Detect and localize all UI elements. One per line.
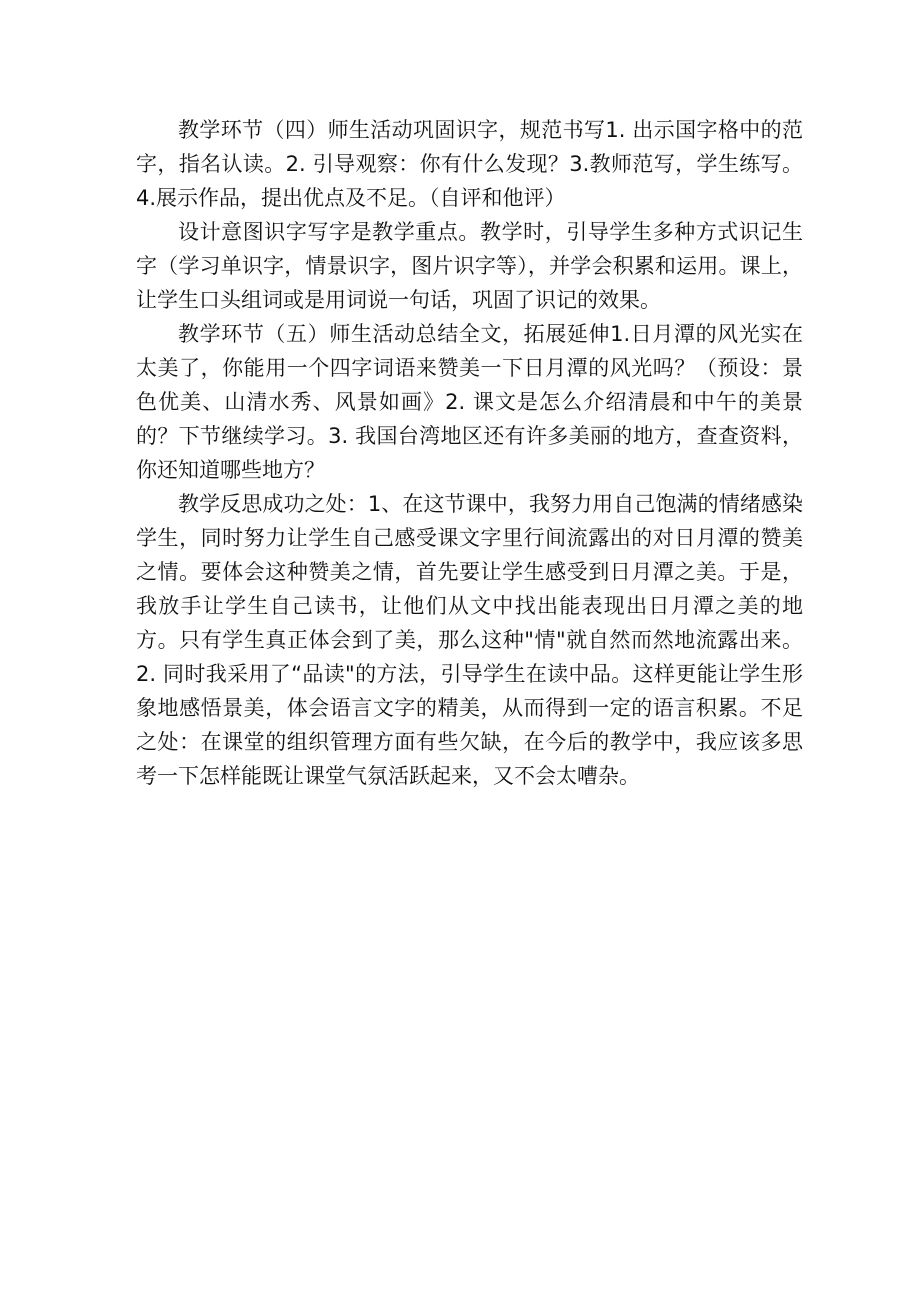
paragraph-design-intent: 设计意图识字写字是教学重点。教学时，引导学生多种方式识记生字（学习单识字，情景识字，图片识字等），并学会积累和运用。课上，让学生口头组词或是用词说一句话，巩固了识记的效果。 <box>136 220 803 312</box>
document-body <box>136 113 803 793</box>
paragraph-teaching-reflection: 教学反思成功之处：1、在这节课中，我努力用自己饱满的情绪感染学生，同时努力让学生自己感受课文字里行间流露出的对日月潭的赞美之情。要体会这种赞美之情，首先要让学生感受到日月潭之美。于是，我放手让学生自己读书，让他们从文中找出能表现出日月潭之美的地方。只有学生真正体会到了美，那么这种"情"就自然而然地流露出来。2. 同时我采用了“品读"的方法，引导学生在读中品。这样更能让学生形象地感悟景美，体会语言文字的精美，从而得到一定的语言积累。不足之处：在课堂的组织管理方面有些欠缺，在今后的教学中，我应该多思考一下怎样能既让课堂气氛活跃起来，又不会太嘈杂。 <box>136 492 803 788</box>
paragraph-teaching-step-five: 教学环节（五）师生活动总结全文，拓展延伸1.日月潭的风光实在太美了，你能用一个四字词语来赞美一下日月潭的风光吗？（预设：景色优美、山清水秀、风景如画》2. 课文是怎么介绍清晨和中午的美景的？下节继续学习。3. 我国台湾地区还有许多美丽的地方，查查资料，你还知道哪些地方？ <box>136 322 803 482</box>
paragraph-teaching-step-four: 教学环节（四）师生活动巩固识字，规范书写1. 出示国字格中的范字，指名认读。2. 引导观察：你有什么发现？3.教师范写，学生练写。4.展示作品，提出优点及不足。（自评和他评） <box>136 118 803 210</box>
